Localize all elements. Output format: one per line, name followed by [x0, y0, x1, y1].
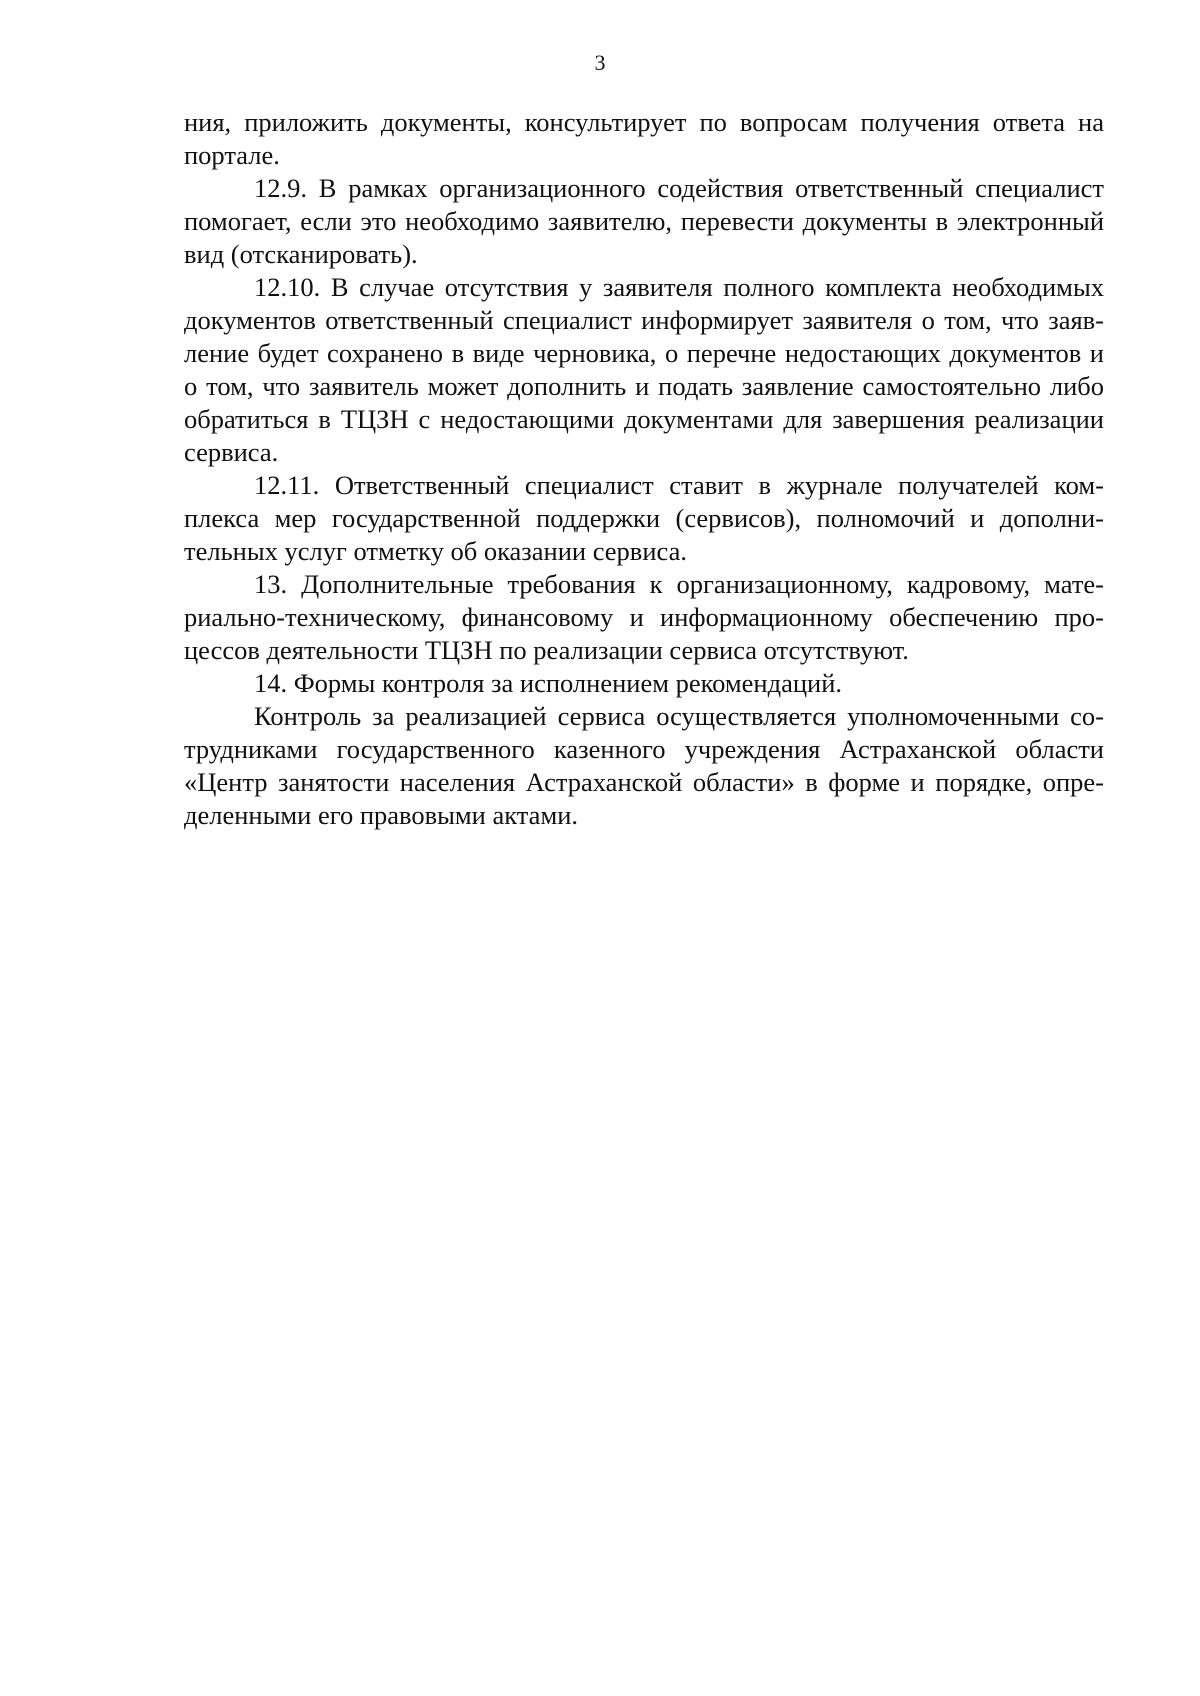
paragraph-13: 13. Дополнительные требования к организационному, кадровому, материально-техническому, финансовому и информационному обеспечению процессов деятельности ТЦЗН по реализации сервиса отсутствуют. [184, 569, 1104, 665]
paragraph-12-9: 12.9. В рамках организационного содействия ответственный специалист помогает, если это необходимо заявителю, перевести документы в электронный вид (отсканировать). [184, 173, 1104, 269]
paragraph-control: Контроль за реализацией сервиса осуществляется уполномоченными сотрудниками государственного казенного учреждения Астраханской области «Центр занятости населения Астраханской области» в форме и порядке, определенными его правовыми актами. [184, 701, 1104, 830]
paragraph-14: 14. Формы контроля за исполнением рекомендаций. [254, 668, 843, 698]
paragraph-12-10: 12.10. В случае отсутствия у заявителя полного комплекта необходимых документов ответственный специалист информирует заявителя о том, что заявление будет сохранено в виде черновика, о перечне недостающих документов и о том, что заявитель может дополнить и подать заявление самостоятельно либо обратиться в ТЦЗН с недостающими документами для завершения реализации сервиса. [184, 272, 1104, 467]
paragraph-continuation: ния, приложить документы, консультирует по вопросам получения ответа на портале. [184, 107, 1104, 170]
page-number: 3 [594, 50, 606, 75]
paragraph-12-11: 12.11. Ответственный специалист ставит в журнале получателей комплекса мер государственной поддержки (сервисов), полномочий и дополнительных услуг отметку об оказании сервиса. [184, 470, 1104, 566]
document-body [184, 106, 1104, 832]
